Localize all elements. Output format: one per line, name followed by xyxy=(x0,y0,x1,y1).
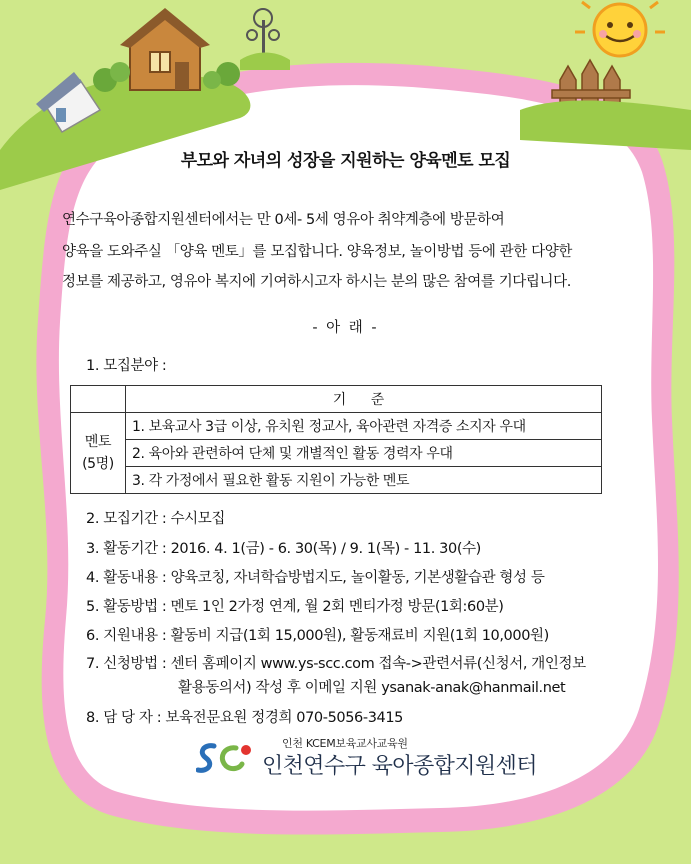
table-row xyxy=(71,467,602,494)
item-recruit-period: 2. 모집기간 : 수시모집 xyxy=(86,511,226,527)
item-activity-period: 3. 활동기간 : 2016. 4. 1(금) - 6. 30(목) / 9. 1(목) - 11. 30(수) xyxy=(86,541,481,557)
page-title: 부모와 자녀의 성장을 지원하는 양육멘토 모집 xyxy=(180,151,511,171)
row-label-line-1: 멘토 xyxy=(84,434,112,450)
item-application-cont: 활용동의서) 작성 후 이메일 지원 ysanak-anak@hanmail.net xyxy=(178,680,566,696)
criteria-table xyxy=(70,385,602,494)
item-contact: 8. 담 당 자 : 보육전문요원 정경희 070-5056-3415 xyxy=(86,710,404,726)
center-logo-icon xyxy=(196,738,256,778)
criteria-item-2: 2. 육아와 관련하여 단체 및 개별적인 활동 경력자 우대 xyxy=(126,440,602,467)
field-label: 1. 모집분야 : xyxy=(86,358,167,374)
table-row xyxy=(71,440,602,467)
logo-title: 인천연수구 육아종합지원센터 xyxy=(262,754,537,779)
intro-line-1: 연수구육아종합지원센터에서는 만 0세- 5세 영유아 취약계층에 방문하여 xyxy=(62,212,505,228)
criteria-item-3: 3. 각 가정에서 필요한 활동 지원이 가능한 멘토 xyxy=(126,467,602,494)
table-corner-cell xyxy=(71,386,126,413)
row-label-line-2: (5명) xyxy=(82,456,114,472)
item-support: 6. 지원내용 : 활동비 지급(1회 15,000원), 활동재료비 지원(1회 10,000원) xyxy=(86,628,549,644)
table-row xyxy=(71,413,602,440)
below-heading: - 아 래 - xyxy=(312,320,379,336)
table-header-row xyxy=(71,386,602,413)
logo-subtitle: 인천 KCEM보육교사교육원 xyxy=(282,737,408,750)
criteria-item-1: 1. 보육교사 3급 이상, 유치원 정교사, 육아관련 자격증 소지자 우대 xyxy=(126,413,602,440)
item-application: 7. 신청방법 : 센터 홈페이지 www.ys-scc.com 접속->관련서류(신청서, 개인정보 xyxy=(86,656,586,672)
item-activity-content: 4. 활동내용 : 양육코칭, 자녀학습방법지도, 놀이활동, 기본생활습관 형성 등 xyxy=(86,570,545,586)
criteria-header: 기 준 xyxy=(126,386,602,413)
intro-line-2: 양육을 도와주실 「양육 멘토」를 모집합니다. 양육정보, 놀이방법 등에 관한 다양한 xyxy=(62,244,572,260)
item-activity-method: 5. 활동방법 : 멘토 1인 2가정 연계, 월 2회 멘티가정 방문(1회:60분) xyxy=(86,599,504,615)
row-label xyxy=(71,413,126,494)
intro-line-3: 정보를 제공하고, 영유아 복지에 기여하시고자 하시는 분의 많은 참여를 기다립니다. xyxy=(62,274,571,290)
